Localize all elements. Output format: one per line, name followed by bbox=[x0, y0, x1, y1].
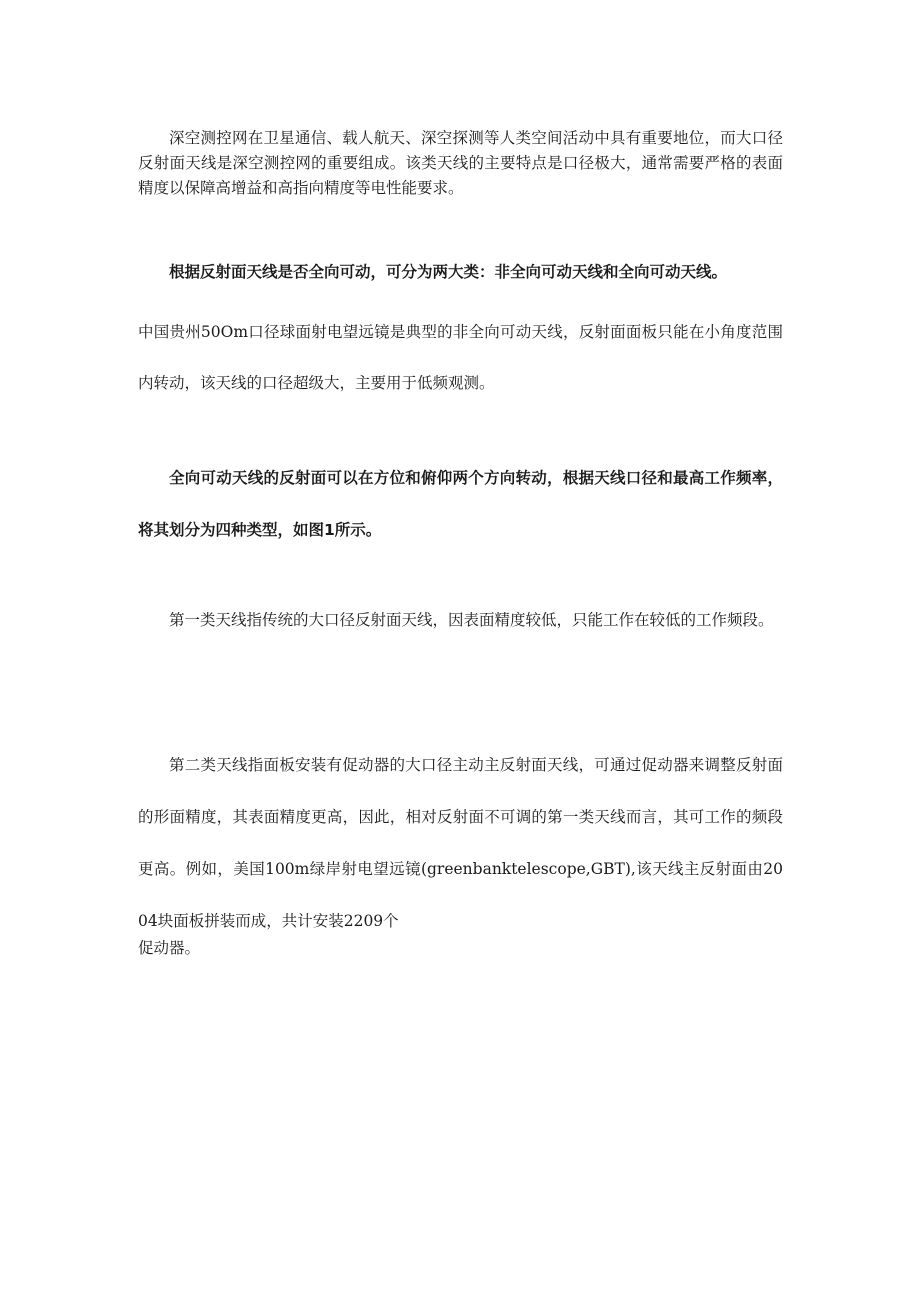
paragraph-type-two: 第二类天线指面板安装有促动器的大口径主动主反射面天线，可通过促动器来调整反射面的形面精度，其表面精度更高，因此，相对反射面不可调的第一类天线而言，其可工作的频段更高。例如，美国100m绿岸射电望远镜(greenbanktelescope,GBT),该天线主反射面由2004块面板拼装而成，共计安装2209个 bbox=[138, 756, 783, 930]
paragraph-type-one: 第一类天线指传统的大口径反射面天线，因表面精度较低，只能工作在较低的工作频段。 bbox=[169, 611, 774, 629]
paragraph-actuator-end: 促动器。 bbox=[138, 939, 201, 957]
paragraph-intro: 深空测控网在卫星通信、载人航天、深空探测等人类空间活动中具有重要地位，而大口径反射面天线是深空测控网的重要组成。该类天线的主要特点是口径极大，通常需要严格的表面精度以保障高增益和高指向精度等电性能要求。 bbox=[138, 129, 783, 197]
paragraph-fast: 中国贵州50Om口径球面射电望远镜是典型的非全向可动天线，反射面面板只能在小角度范围内转动，该天线的口径超级大，主要用于低频观测。 bbox=[138, 323, 783, 392]
paragraph-classification: 根据反射面天线是否全向可动，可分为两大类：非全向可动天线和全向可动天线。 bbox=[169, 263, 728, 281]
paragraph-fully-steerable: 全向可动天线的反射面可以在方位和俯仰两个方向转动，根据天线口径和最高工作频率，将其划分为四种类型，如图1所示。 bbox=[138, 469, 783, 539]
